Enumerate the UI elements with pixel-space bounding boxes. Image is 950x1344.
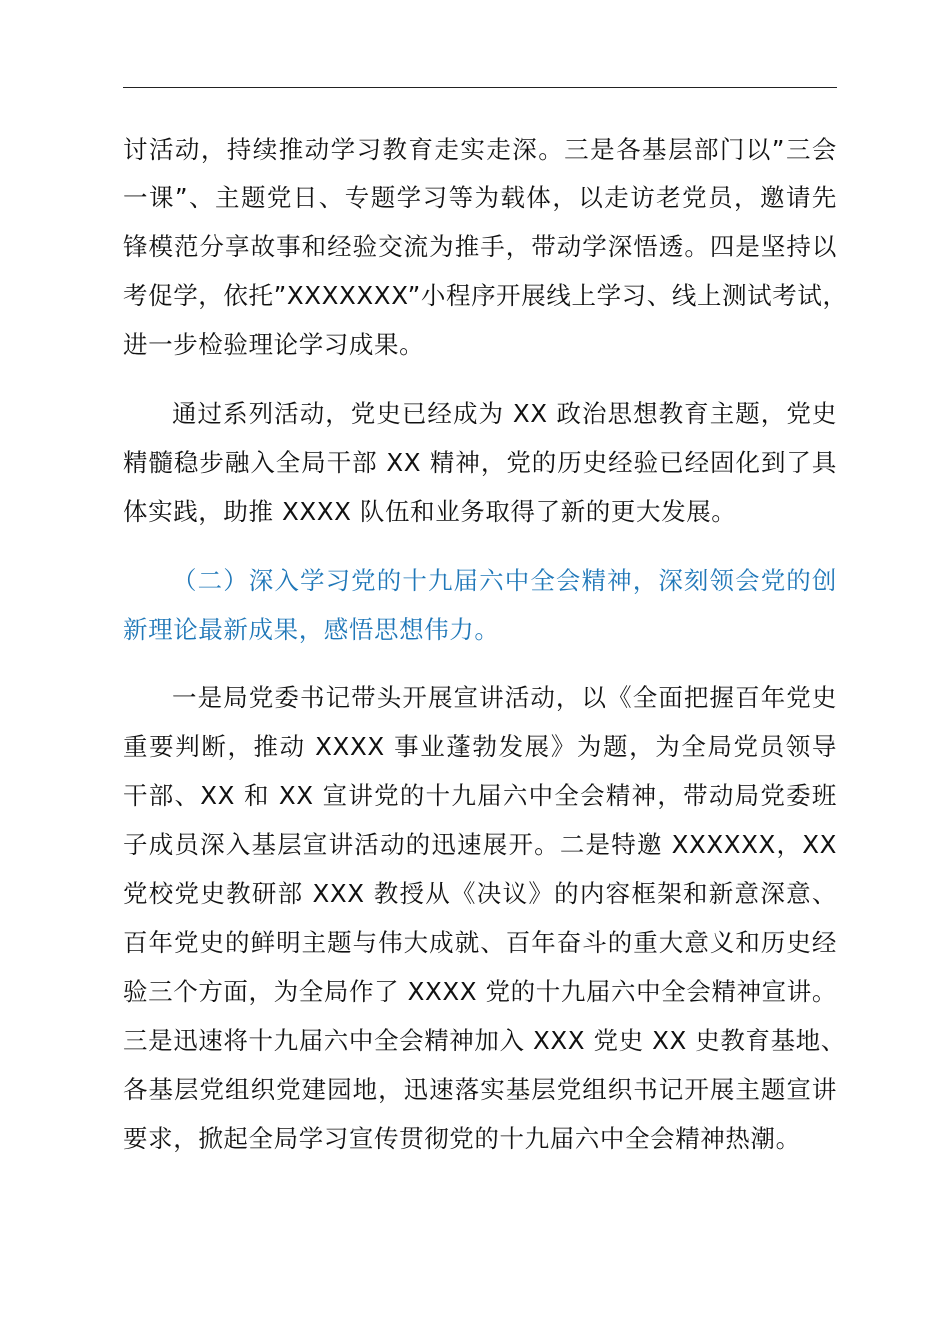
paragraph-1-line-1: 讨活动，持续推动学习教育走实走深。三是各基层部门以”三会 [123,135,837,164]
paragraph-3-line-7: 验三个方面，为全局作了 XXXX 党的十九届六中全会精神宣讲。 [123,977,837,1006]
paragraph-3-line-3: 干部、XX 和 XX 宣讲党的十九届六中全会精神，带动局党委班 [123,781,837,810]
paragraph-2-line-1: 通过系列活动，党史已经成为 XX 政治思想教育主题，党史 [172,399,837,428]
paragraph-1-line-5: 进一步检验理论学习成果。 [123,330,425,359]
paragraph-3-line-2: 重要判断，推动 XXXX 事业蓬勃发展》为题，为全局党员领导 [123,732,837,761]
section-heading-line-1: （二）深入学习党的十九届六中全会精神，深刻领会党的创 [172,566,837,595]
paragraph-1-line-3: 锋模范分享故事和经验交流为推手，带动学深悟透。四是坚持以 [123,232,837,261]
paragraph-2-line-2: 精髓稳步融入全局干部 XX 精神，党的历史经验已经固化到了具 [123,448,837,477]
paragraph-2-line-3: 体实践，助推 XXXX 队伍和业务取得了新的更大发展。 [123,497,737,526]
paragraph-3-line-5: 党校党史教研部 XXX 教授从《决议》的内容框架和新意深意、 [123,879,837,908]
paragraph-3-line-1: 一是局党委书记带头开展宣讲活动，以《全面把握百年党史 [172,683,837,712]
paragraph-3-line-4: 子成员深入基层宣讲活动的迅速展开。二是特邀 XXXXXX，XX [123,830,837,859]
paragraph-3-line-9: 各基层党组织党建园地，迅速落实基层党组织书记开展主题宣讲 [123,1075,837,1104]
paragraph-1-line-4: 考促学，依托”XXXXXXX”小程序开展线上学习、线上测试考试， [123,281,848,310]
paragraph-3-line-8: 三是迅速将十九届六中全会精神加入 XXX 党史 XX 史教育基地、 [123,1026,846,1055]
paragraph-3-line-6: 百年党史的鲜明主题与伟大成就、百年奋斗的重大意义和历史经 [123,928,837,957]
paragraph-1-line-2: 一课”、主题党日、专题学习等为载体，以走访老党员，邀请先 [123,183,837,212]
header-rule [123,87,837,88]
paragraph-3-line-10: 要求，掀起全局学习宣传贯彻党的十九届六中全会精神热潮。 [123,1124,801,1153]
section-heading-line-2: 新理论最新成果，感悟思想伟力。 [123,615,500,644]
